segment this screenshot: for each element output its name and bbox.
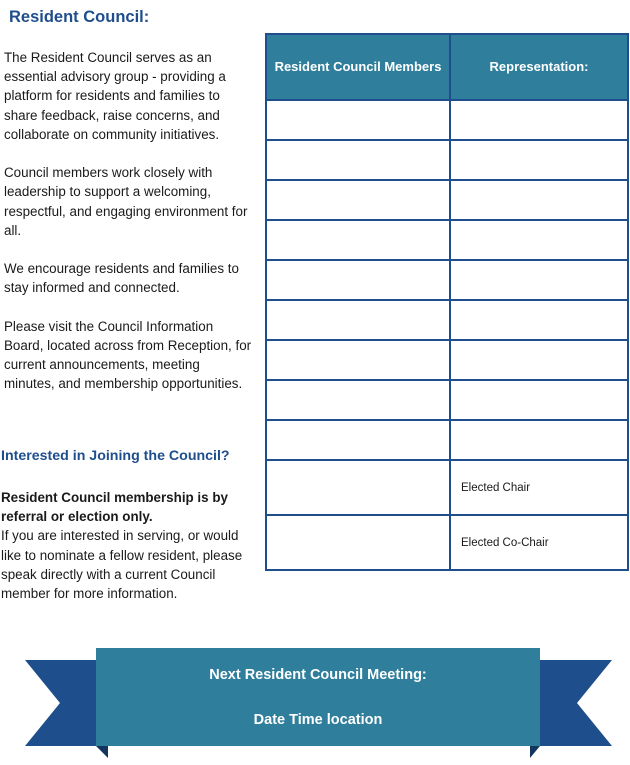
table-header-row — [266, 34, 628, 100]
representation-cell[interactable] — [450, 260, 628, 300]
member-cell[interactable] — [266, 220, 450, 260]
table-row — [266, 380, 628, 420]
member-cell[interactable] — [266, 460, 450, 515]
representation-cell[interactable] — [450, 340, 628, 380]
join-text — [1, 488, 251, 603]
member-cell[interactable] — [266, 340, 450, 380]
representation-cell[interactable] — [450, 100, 628, 140]
table-row — [266, 180, 628, 220]
meeting-banner — [0, 648, 630, 760]
banner-details: Date Time location — [253, 712, 383, 728]
representation-cell[interactable] — [450, 300, 628, 340]
ribbon-shape — [0, 648, 630, 760]
table-row — [266, 260, 628, 300]
table-row — [266, 300, 628, 340]
member-cell[interactable] — [266, 140, 450, 180]
members-column-header: Resident Council Members — [266, 34, 450, 100]
member-cell[interactable] — [266, 100, 450, 140]
intro-paragraph: Council members work closely with leadership to support a welcoming, respectful, and engaging environment for all. — [4, 165, 248, 238]
member-cell[interactable] — [266, 380, 450, 420]
table-row — [266, 515, 628, 570]
table-row — [266, 140, 628, 180]
ribbon-center — [96, 648, 540, 746]
member-cell[interactable] — [266, 260, 450, 300]
join-bold-text: Resident Council membership is by referral or election only. — [1, 490, 228, 525]
table-row — [266, 100, 628, 140]
member-cell[interactable] — [266, 515, 450, 570]
member-cell[interactable] — [266, 420, 450, 460]
council-members-table — [265, 33, 629, 571]
table-row — [266, 460, 628, 515]
ribbon-right-tail — [530, 660, 612, 746]
member-cell[interactable] — [266, 180, 450, 220]
representation-cell[interactable]: Elected Chair — [450, 460, 628, 515]
representation-cell[interactable] — [450, 220, 628, 260]
representation-cell[interactable] — [450, 380, 628, 420]
table-row — [266, 340, 628, 380]
intro-text — [4, 48, 254, 413]
join-heading: Interested in Joining the Council? — [1, 448, 230, 464]
join-body-text: If you are interested in serving, or would like to nominate a fellow resident, please speak directly with a current Council member for more information. — [1, 528, 243, 602]
table-row — [266, 420, 628, 460]
banner-title: Next Resident Council Meeting: — [209, 667, 427, 683]
intro-paragraph: The Resident Council serves as an essential advisory group - providing a platform for residents and families to share feedback, raise concerns, and collaborate on community initiatives. — [4, 50, 226, 142]
intro-paragraph: We encourage residents and families to stay informed and connected. — [4, 261, 239, 296]
intro-paragraph: Please visit the Council Information Board, located across from Reception, for current announcements, meeting minutes, and membership opportunities. — [4, 318, 252, 392]
ribbon-right-fold — [530, 746, 540, 758]
table-row — [266, 220, 628, 260]
page-title: Resident Council: — [9, 8, 150, 26]
member-cell[interactable] — [266, 300, 450, 340]
representation-cell[interactable] — [450, 180, 628, 220]
representation-cell[interactable] — [450, 420, 628, 460]
representation-cell[interactable] — [450, 140, 628, 180]
representation-column-header: Representation: — [450, 34, 628, 100]
ribbon-left-fold — [96, 746, 108, 758]
representation-cell[interactable]: Elected Co-Chair — [450, 515, 628, 570]
